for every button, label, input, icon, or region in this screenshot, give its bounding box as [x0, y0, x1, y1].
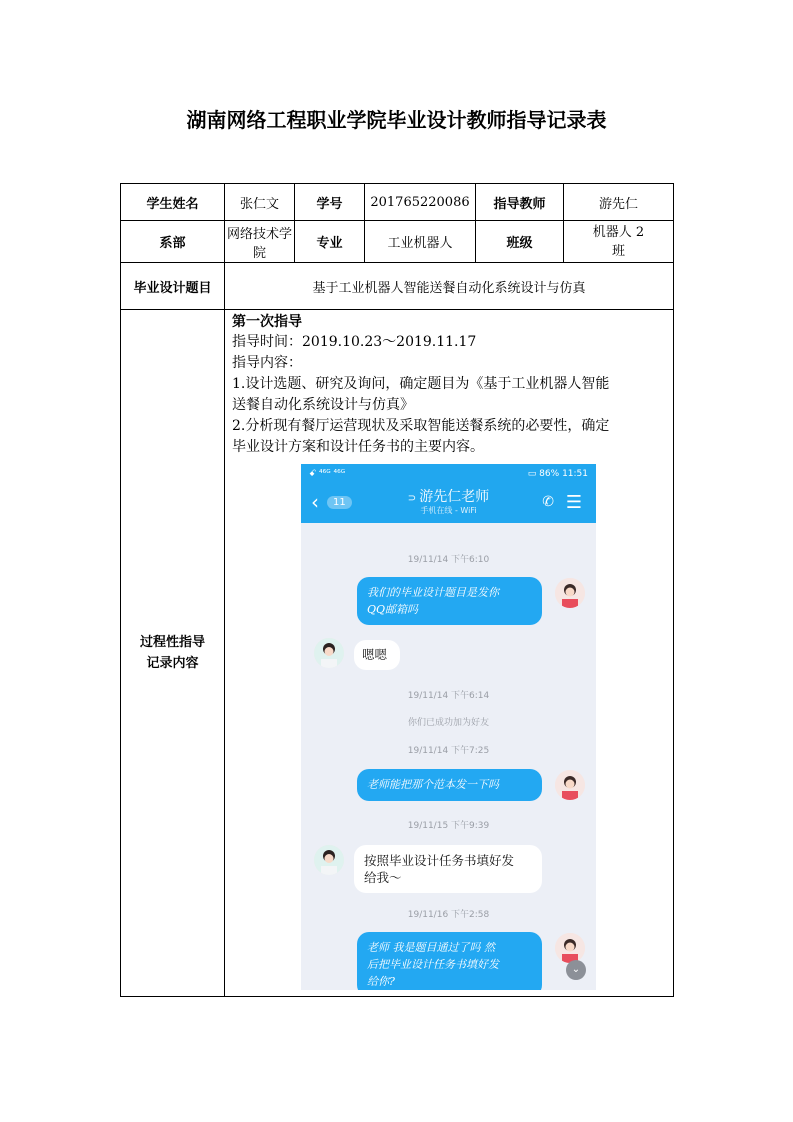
message-text-line2: 给我～ — [364, 870, 402, 885]
avatar-self[interactable] — [555, 933, 585, 963]
table-row — [121, 184, 674, 221]
phone-call-icon[interactable]: ✆ — [542, 494, 554, 510]
message-text-line1: 按照毕业设计任务书填好发 — [364, 853, 515, 868]
topic-label: 毕业设计题目 — [121, 263, 225, 310]
chevron-down-icon[interactable]: ⌄ — [566, 960, 586, 980]
avatar-teacher-icon — [314, 638, 344, 668]
phone-status-bar — [301, 464, 596, 483]
process-record-content — [225, 310, 674, 997]
message-text-line2: 后把毕业设计任务书填好发 — [367, 958, 499, 971]
message-text-line3: 给你? — [367, 975, 395, 988]
document-title: 湖南网络工程职业学院毕业设计教师指导记录表 — [186, 108, 607, 132]
timestamp: 19/11/16 下午2:58 — [407, 910, 490, 920]
chat-header — [301, 483, 596, 523]
guidance-time: 指导时间：2019.10.23～2019.11.17 — [232, 334, 477, 350]
department-value: 网络技术学院 — [225, 221, 295, 263]
avatar-self-icon — [555, 933, 585, 963]
student-name-value: 张仁文 — [225, 184, 295, 221]
sent-message[interactable] — [357, 577, 542, 625]
student-name-label: 学生姓名 — [121, 184, 225, 221]
avatar-self-icon — [555, 770, 585, 800]
message-text-line2: QQ邮箱吗 — [367, 603, 419, 616]
avatar-teacher[interactable] — [314, 638, 344, 668]
student-id-label: 学号 — [295, 184, 365, 221]
student-id-value: 201765220086 — [365, 184, 476, 221]
department-label: 系部 — [121, 221, 225, 263]
guidance-record-table — [120, 183, 674, 997]
table-row — [121, 221, 674, 263]
advisor-label: 指导教师 — [476, 184, 564, 221]
contact-name-text: 游先仁老师 — [419, 489, 490, 505]
process-record-label-line1: 过程性指导 — [139, 635, 205, 650]
major-value: 工业机器人 — [365, 221, 476, 263]
sent-message[interactable] — [357, 932, 542, 990]
topic-value: 基于工业机器人智能送餐自动化系统设计与仿真 — [225, 263, 674, 310]
guidance-item-1-line2: 送餐自动化系统设计与仿真》 — [232, 397, 414, 413]
avatar-self[interactable] — [555, 770, 585, 800]
class-value-line2: 班 — [611, 243, 625, 259]
process-record-label — [121, 310, 225, 997]
signal-icon: ꗃ ⁴⁶ᴳ ⁴⁶ᴳ — [309, 468, 346, 479]
guidance-item-1-line1: 1.设计选题、研究及询问，确定题目为《基于工业机器人智能 — [232, 376, 610, 392]
avatar-teacher[interactable] — [314, 845, 344, 875]
received-message[interactable] — [354, 845, 542, 893]
battery-icon: ▭ — [527, 468, 537, 479]
avatar-self-icon — [555, 578, 585, 608]
class-value-line1: 机器人 2 — [592, 224, 645, 240]
received-message[interactable]: 嗯嗯 — [354, 640, 400, 670]
table-row — [121, 263, 674, 310]
clock: 11:51 — [562, 468, 588, 479]
menu-icon[interactable]: ☰ — [565, 492, 582, 513]
battery-percent: 86% — [539, 468, 560, 479]
avatar-self[interactable] — [555, 578, 585, 608]
advisor-value: 游先仁 — [564, 184, 674, 221]
avatar-teacher-icon — [314, 845, 344, 875]
major-label: 专业 — [295, 221, 365, 263]
guidance-item-2-line2: 毕业设计方案和设计任务书的主要内容。 — [232, 439, 484, 455]
unread-count-badge[interactable]: 11 — [327, 496, 352, 509]
guidance-item-2-line1: 2.分析现有餐厅运营现状及采取智能送餐系统的必要性，确定 — [232, 418, 610, 434]
sent-message[interactable]: 老师能把那个范本发一下吗 — [357, 769, 542, 801]
process-record-label-line2: 记录内容 — [146, 656, 199, 671]
timestamp: 19/11/14 下午7:25 — [407, 746, 490, 756]
class-value — [564, 221, 674, 263]
timestamp: 19/11/14 下午6:10 — [407, 555, 490, 565]
contact-status-icon: ⊃ — [407, 493, 420, 504]
table-row — [121, 310, 674, 997]
class-label: 班级 — [476, 221, 564, 263]
back-arrow-icon[interactable]: ‹ — [311, 490, 319, 514]
message-text-line1: 老师 我是题目通过了吗 然 — [367, 941, 495, 954]
friend-added-notice: 你们已成功加为好友 — [407, 718, 489, 728]
contact-status: 手机在线 - WiFi — [420, 506, 477, 515]
timestamp: 19/11/15 下午9:39 — [407, 821, 490, 831]
status-right — [528, 469, 588, 479]
guidance-heading: 第一次指导 — [232, 314, 302, 330]
qq-chat-screenshot — [301, 464, 596, 990]
timestamp: 19/11/14 下午6:14 — [407, 691, 490, 701]
guidance-content-label: 指导内容： — [232, 355, 302, 371]
message-text-line1: 我们的毕业设计题目是发你 — [367, 586, 499, 599]
